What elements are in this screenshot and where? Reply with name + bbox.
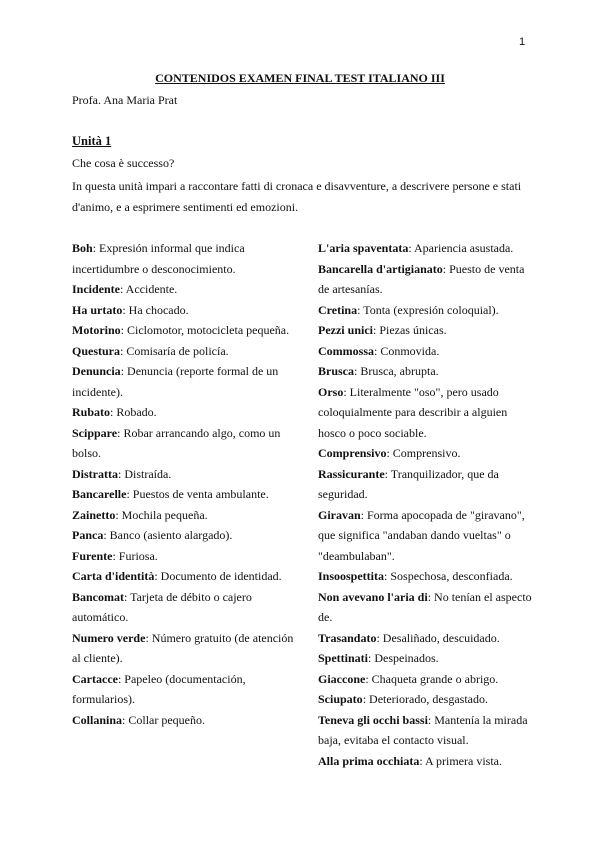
vocabulary-definition: : Tonta (expresión coloquial). bbox=[357, 302, 499, 317]
vocabulary-term: Carta d'identità bbox=[72, 569, 155, 583]
vocabulary-term: Bancarelle bbox=[72, 487, 127, 501]
page-number: 1 bbox=[519, 36, 526, 48]
vocabulary-term: Denuncia bbox=[72, 364, 121, 378]
author-line: Profa. Ana Maria Prat bbox=[72, 93, 178, 107]
vocabulary-entry bbox=[72, 628, 294, 669]
vocabulary-entry bbox=[318, 464, 536, 505]
unit-heading: Unità 1 bbox=[72, 134, 112, 148]
vocabulary-definition: : No tenían el aspecto de. bbox=[318, 589, 532, 624]
vocabulary-entry bbox=[318, 443, 536, 464]
vocabulary-term: Scippare bbox=[72, 425, 118, 440]
vocabulary-definition: : Ciclomotor, motocicleta pequeña. bbox=[120, 323, 290, 337]
vocabulary-definition: : Mantenía la mirada baja, evitaba el contacto visual. bbox=[318, 712, 528, 747]
unit-subtitle: Che cosa è successo? bbox=[72, 156, 175, 170]
vocabulary-term: Panca bbox=[72, 528, 104, 542]
vocabulary-term: Sciupato bbox=[318, 692, 363, 706]
vocabulary-entry bbox=[72, 669, 294, 710]
vocabulary-definition: : Despeinados. bbox=[368, 651, 439, 665]
vocabulary-entry bbox=[318, 341, 536, 362]
vocabulary-definition: : Ha chocado. bbox=[122, 302, 189, 317]
vocabulary-definition: : Furiosa. bbox=[112, 548, 158, 563]
vocabulary-term: Distratta bbox=[72, 466, 118, 481]
vocabulary-definition: : A primera vista. bbox=[419, 753, 502, 768]
vocabulary-definition: : Tarjeta de débito o cajero automático. bbox=[72, 589, 252, 624]
vocabulary-entry bbox=[318, 238, 536, 259]
vocabulary-entry bbox=[318, 566, 536, 587]
vocabulary-term: L'aria spaventata bbox=[318, 241, 409, 255]
vocabulary-entry bbox=[72, 505, 294, 526]
vocabulary-definition: : Expresión informal que indica incertidumbre o desconocimiento. bbox=[72, 241, 245, 276]
vocabulary-term: Non avevano l'aria di bbox=[318, 589, 428, 604]
vocabulary-entry bbox=[72, 238, 294, 279]
vocabulary-entry bbox=[72, 361, 294, 402]
vocabulary-term: Spettinati bbox=[318, 651, 369, 665]
vocabulary-term: Ha urtato bbox=[72, 302, 123, 317]
vocabulary-term: Collanina bbox=[72, 712, 123, 727]
vocabulary-entry bbox=[72, 423, 294, 464]
vocabulary-term: Brusca bbox=[318, 364, 354, 378]
vocabulary-entry bbox=[318, 587, 536, 628]
vocabulary-term: Alla prima occhiata bbox=[318, 753, 420, 768]
vocabulary-term: Boh bbox=[72, 241, 93, 255]
vocabulary-term: Numero verde bbox=[72, 630, 146, 645]
vocabulary-definition: : Piezas únicas. bbox=[372, 323, 447, 337]
vocabulary-definition: : Mochila pequeña. bbox=[115, 507, 208, 522]
vocabulary-entry bbox=[72, 546, 294, 567]
vocabulary-entry bbox=[72, 341, 294, 362]
vocabulary-definition: : Collar pequeño. bbox=[122, 712, 205, 727]
vocabulary-entry bbox=[318, 689, 536, 710]
vocabulary-definition: : Literalmente "oso", pero usado coloquialmente para describir a alguien hosco o poco sociable. bbox=[318, 384, 508, 440]
vocabulary-definition: : Tranquilizador, que da seguridad. bbox=[318, 466, 499, 501]
vocabulary-definition: : Comprensivo. bbox=[386, 446, 461, 460]
vocabulary-term: Incidente bbox=[72, 282, 120, 296]
vocabulary-definition: : Número gratuito (de atención al cliente). bbox=[72, 630, 294, 665]
vocabulary-column-right bbox=[318, 238, 536, 771]
vocabulary-definition: : Brusca, abrupta. bbox=[354, 364, 439, 378]
vocabulary-entry bbox=[318, 361, 536, 382]
vocabulary-term: Insoospettita bbox=[318, 569, 385, 583]
vocabulary-term: Furente bbox=[72, 548, 113, 563]
vocabulary-definition: : Apariencia asustada. bbox=[408, 241, 514, 255]
vocabulary-term: Bancomat bbox=[72, 589, 124, 604]
vocabulary-term: Motorino bbox=[72, 323, 121, 337]
vocabulary-entry bbox=[72, 464, 294, 485]
vocabulary-term: Orso bbox=[318, 384, 344, 399]
vocabulary-definition: : Documento de identidad. bbox=[154, 569, 282, 583]
vocabulary-definition: : Chaqueta grande o abrigo. bbox=[365, 671, 499, 686]
vocabulary-entry bbox=[318, 505, 536, 567]
vocabulary-entry bbox=[318, 710, 536, 751]
vocabulary-term: Pezzi unici bbox=[318, 323, 373, 337]
vocabulary-entry bbox=[318, 382, 536, 444]
vocabulary-entry bbox=[318, 628, 536, 649]
vocabulary-term: Giravan bbox=[318, 507, 361, 522]
vocabulary-entry bbox=[318, 648, 536, 669]
unit-description: In questa unità impari a raccontare fatti di cronaca e disavventure, a descrivere persone e stati d'animo, e a esprimere sentimenti ed emozioni. bbox=[72, 179, 522, 214]
vocabulary-entry bbox=[318, 300, 536, 321]
vocabulary-definition: : Puesto de venta de artesanías. bbox=[318, 261, 525, 296]
vocabulary-definition: : Deteriorado, desgastado. bbox=[362, 692, 488, 706]
vocabulary-entry bbox=[318, 320, 536, 341]
vocabulary-definition: : Distraída. bbox=[117, 466, 172, 481]
vocabulary-term: Cretina bbox=[318, 302, 358, 317]
vocabulary-definition: : Comisaría de policía. bbox=[120, 343, 229, 358]
vocabulary-definition: : Papeleo (documentación, formularios). bbox=[72, 671, 246, 706]
vocabulary-entry bbox=[318, 259, 536, 300]
vocabulary-entry bbox=[72, 525, 294, 546]
vocabulary-definition: : Banco (asiento alargado). bbox=[103, 528, 233, 542]
vocabulary-entry bbox=[72, 402, 294, 423]
vocabulary-entry bbox=[72, 566, 294, 587]
vocabulary-term: Rassicurante bbox=[318, 466, 385, 481]
vocabulary-term: Comprensivo bbox=[318, 446, 387, 460]
vocabulary-definition: : Puestos de venta ambulante. bbox=[126, 487, 269, 501]
vocabulary-term: Questura bbox=[72, 343, 120, 358]
vocabulary-term: Cartacce bbox=[72, 671, 118, 686]
vocabulary-definition: : Conmovida. bbox=[374, 343, 440, 358]
vocabulary-entry bbox=[72, 300, 294, 321]
vocabulary-column-left bbox=[72, 238, 294, 730]
vocabulary-term: Commossa bbox=[318, 343, 374, 358]
vocabulary-entry bbox=[72, 710, 294, 731]
vocabulary-entry bbox=[318, 669, 536, 690]
vocabulary-definition: : Robado. bbox=[110, 405, 157, 419]
vocabulary-definition: : Accidente. bbox=[120, 282, 178, 296]
document-title: CONTENIDOS EXAMEN FINAL TEST ITALIANO III bbox=[155, 71, 445, 85]
vocabulary-entry bbox=[72, 587, 294, 628]
vocabulary-term: Trasandato bbox=[318, 630, 377, 645]
vocabulary-definition: : Robar arrancando algo, como un bolso. bbox=[72, 425, 281, 460]
vocabulary-term: Rubato bbox=[72, 405, 111, 419]
vocabulary-entry bbox=[72, 279, 294, 300]
vocabulary-entry bbox=[318, 751, 536, 772]
vocabulary-definition: : Sospechosa, desconfiada. bbox=[384, 569, 513, 583]
vocabulary-term: Zainetto bbox=[72, 507, 116, 522]
vocabulary-definition: : Forma apocopada de "giravano", que significa "andaban dando vueltas" o "deambulaban". bbox=[318, 507, 525, 563]
vocabulary-term: Bancarella d'artigianato bbox=[318, 261, 443, 276]
vocabulary-definition: : Desaliñado, descuidado. bbox=[376, 630, 500, 645]
vocabulary-entry bbox=[72, 484, 294, 505]
vocabulary-term: Teneva gli occhi bassi bbox=[318, 712, 428, 727]
vocabulary-definition: : Denuncia (reporte formal de un incidente). bbox=[72, 364, 279, 399]
vocabulary-term: Giaccone bbox=[318, 671, 366, 686]
vocabulary-entry bbox=[72, 320, 294, 341]
